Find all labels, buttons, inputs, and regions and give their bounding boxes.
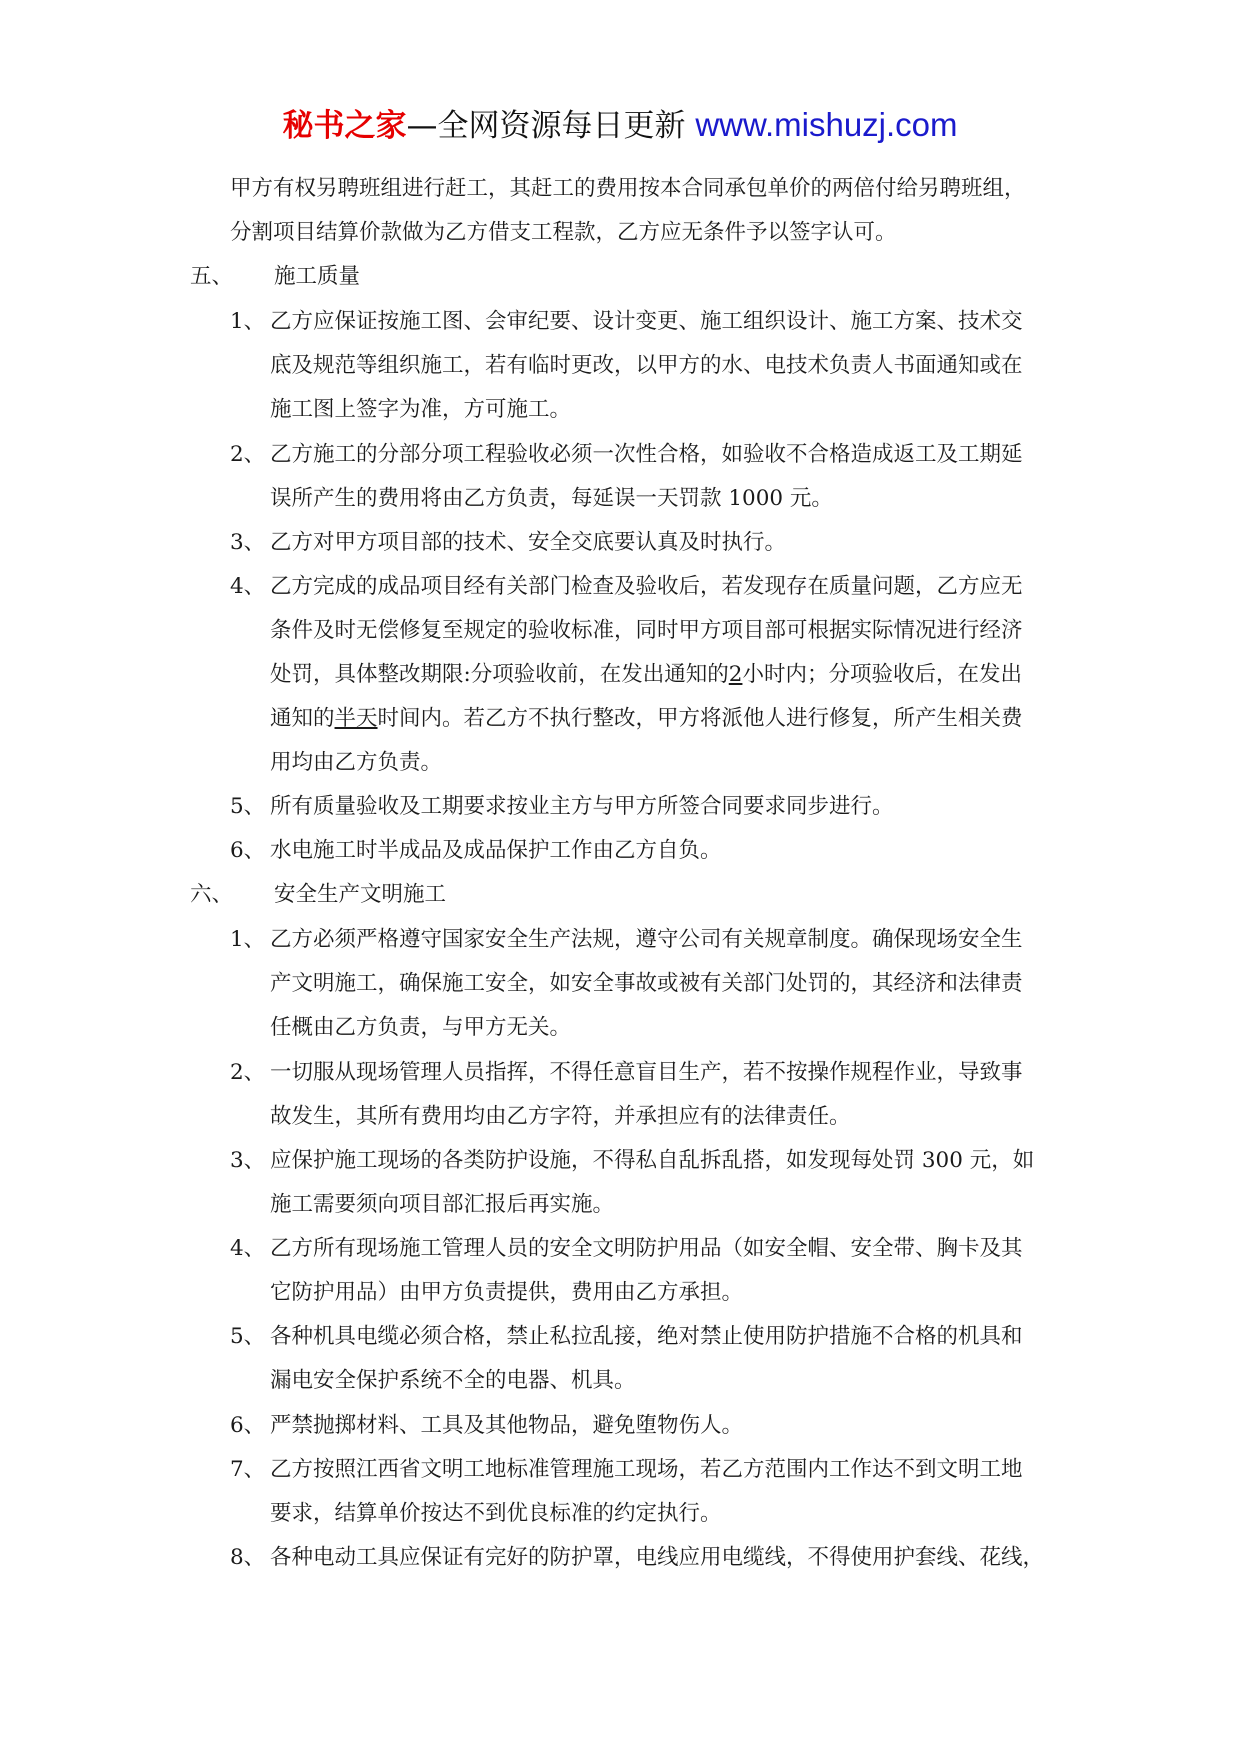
s5-item-1-line-1: 乙方应保证按施工图、会审纪要、设计变更、施工组织设计、施工方案、技术交: [270, 309, 1023, 334]
s5-item-3-line-1: 乙方对甲方项目部的技术、安全交底要认真及时执行。: [270, 530, 787, 555]
brand-name: 秘书之家: [282, 108, 407, 144]
s5-item-4-line-5: 用均由乙方负责。: [270, 750, 443, 775]
s6-item-1-line-3: 任概由乙方负责，与甲方无关。: [270, 1015, 572, 1040]
s6-item-6-number: 6、: [230, 1413, 266, 1438]
s6-item-4-line-2: 它防护用品）由甲方负责提供，费用由乙方承担。: [270, 1280, 744, 1305]
s6-item-5-number: 5、: [230, 1324, 266, 1349]
s5-item-4-line-4-b: 时间内。若乙方不执行整改，甲方将派他人进行修复，所产生相关费: [377, 706, 1023, 731]
s5-item-5-line-1: 所有质量验收及工期要求按业主方与甲方所签合同要求同步进行。: [270, 794, 894, 819]
s6-item-4-line-1: 乙方所有现场施工管理人员的安全文明防护用品（如安全帽、安全带、胸卡及其: [270, 1236, 1023, 1261]
s6-item-2-number: 2、: [230, 1060, 266, 1085]
s5-item-4-hours-value: 2: [728, 662, 743, 687]
intro-line-1: 甲方有权另聘班组进行赶工，其赶工的费用按本合同承包单价的两倍付给另聘班组，: [230, 176, 1026, 201]
s6-item-4-number: 4、: [230, 1236, 266, 1261]
s6-item-7-line-2: 要求，结算单价按达不到优良标准的约定执行。: [270, 1501, 722, 1526]
s5-item-4-halfday-value: 半天: [334, 706, 378, 731]
s6-item-1-number: 1、: [230, 927, 266, 952]
section-6-title: 安全生产文明施工: [274, 882, 447, 907]
s6-item-1-line-1: 乙方必须严格遵守国家安全生产法规，遵守公司有关规章制度。确保现场安全生: [270, 927, 1023, 952]
s5-item-4-line-4-a: 通知的: [270, 706, 335, 731]
s5-item-5-number: 5、: [230, 794, 266, 819]
s5-item-1-line-2: 底及规范等组织施工，若有临时更改，以甲方的水、电技术负责人书面通知或在: [270, 353, 1023, 378]
s5-item-4-line-3: [270, 660, 1022, 690]
s5-item-1-line-3: 施工图上签字为准，方可施工。: [270, 397, 572, 422]
s6-item-5-line-2: 漏电安全保护系统不全的电器、机具。: [270, 1368, 636, 1393]
s6-item-3-line-2: 施工需要须向项目部汇报后再实施。: [270, 1192, 615, 1217]
s5-item-4-line-3-a: 处罚，具体整改期限:分项验收前，在发出通知的: [270, 662, 729, 687]
s5-item-1-number: 1、: [230, 309, 266, 334]
s6-item-5-line-1: 各种机具电缆必须合格，禁止私拉乱接，绝对禁止使用防护措施不合格的机具和: [270, 1324, 1023, 1349]
s6-item-8-line-1: 各种电动工具应保证有完好的防护罩，电线应用电缆线，不得使用护套线、花线，: [270, 1545, 1045, 1570]
s5-item-6-number: 6、: [230, 838, 266, 863]
s6-item-3-number: 3、: [230, 1148, 266, 1173]
section-5-title: 施工质量: [274, 264, 361, 289]
s6-item-3-line-1: 应保护施工现场的各类防护设施，不得私自乱拆乱搭，如发现每处罚 300 元，如: [270, 1148, 1035, 1173]
s6-item-7-number: 7、: [230, 1457, 266, 1482]
s6-item-1-line-2: 产文明施工，确保施工安全，如安全事故或被有关部门处罚的，其经济和法律责: [270, 971, 1023, 996]
s5-item-4-line-2: 条件及时无偿修复至规定的验收标准，同时甲方项目部可根据实际情况进行经济: [270, 618, 1023, 643]
intro-line-2: 分割项目结算价款做为乙方借支工程款，乙方应无条件予以签字认可。: [230, 220, 897, 245]
s6-item-8-number: 8、: [230, 1545, 266, 1570]
s6-item-6-line-1: 严禁抛掷材料、工具及其他物品，避免堕物伤人。: [270, 1413, 744, 1438]
s5-item-4-line-3-b: 小时内；分项验收后，在发出: [742, 662, 1022, 687]
s5-item-4-line-1: 乙方完成的成品项目经有关部门检查及验收后，若发现存在质量问题，乙方应无: [270, 574, 1023, 599]
s5-item-4-line-4: [270, 704, 1023, 734]
site-header: [0, 100, 1240, 145]
s5-item-2-line-2: 误所产生的费用将由乙方负责，每延误一天罚款 1000 元。: [270, 486, 833, 511]
s5-item-4-number: 4、: [230, 574, 266, 599]
s5-item-3-number: 3、: [230, 530, 266, 555]
s6-item-2-line-1: 一切服从现场管理人员指挥，不得任意盲目生产，若不按操作规程作业，导致事: [270, 1060, 1023, 1085]
s6-item-7-line-1: 乙方按照江西省文明工地标准管理施工现场，若乙方范围内工作达不到文明工地: [270, 1457, 1023, 1482]
s5-item-2-number: 2、: [230, 442, 266, 467]
section-6-number: 六、: [190, 882, 234, 907]
header-tagline: —全网资源每日更新: [406, 108, 696, 144]
s5-item-2-line-1: 乙方施工的分部分项工程验收必须一次性合格，如验收不合格造成返工及工期延: [270, 442, 1023, 467]
s6-item-2-line-2: 故发生，其所有费用均由乙方字符，并承担应有的法律责任。: [270, 1104, 851, 1129]
site-url-link[interactable]: www.mishuzj.com: [695, 106, 958, 143]
s5-item-6-line-1: 水电施工时半成品及成品保护工作由乙方自负。: [270, 838, 722, 863]
section-5-number: 五、: [190, 264, 234, 289]
